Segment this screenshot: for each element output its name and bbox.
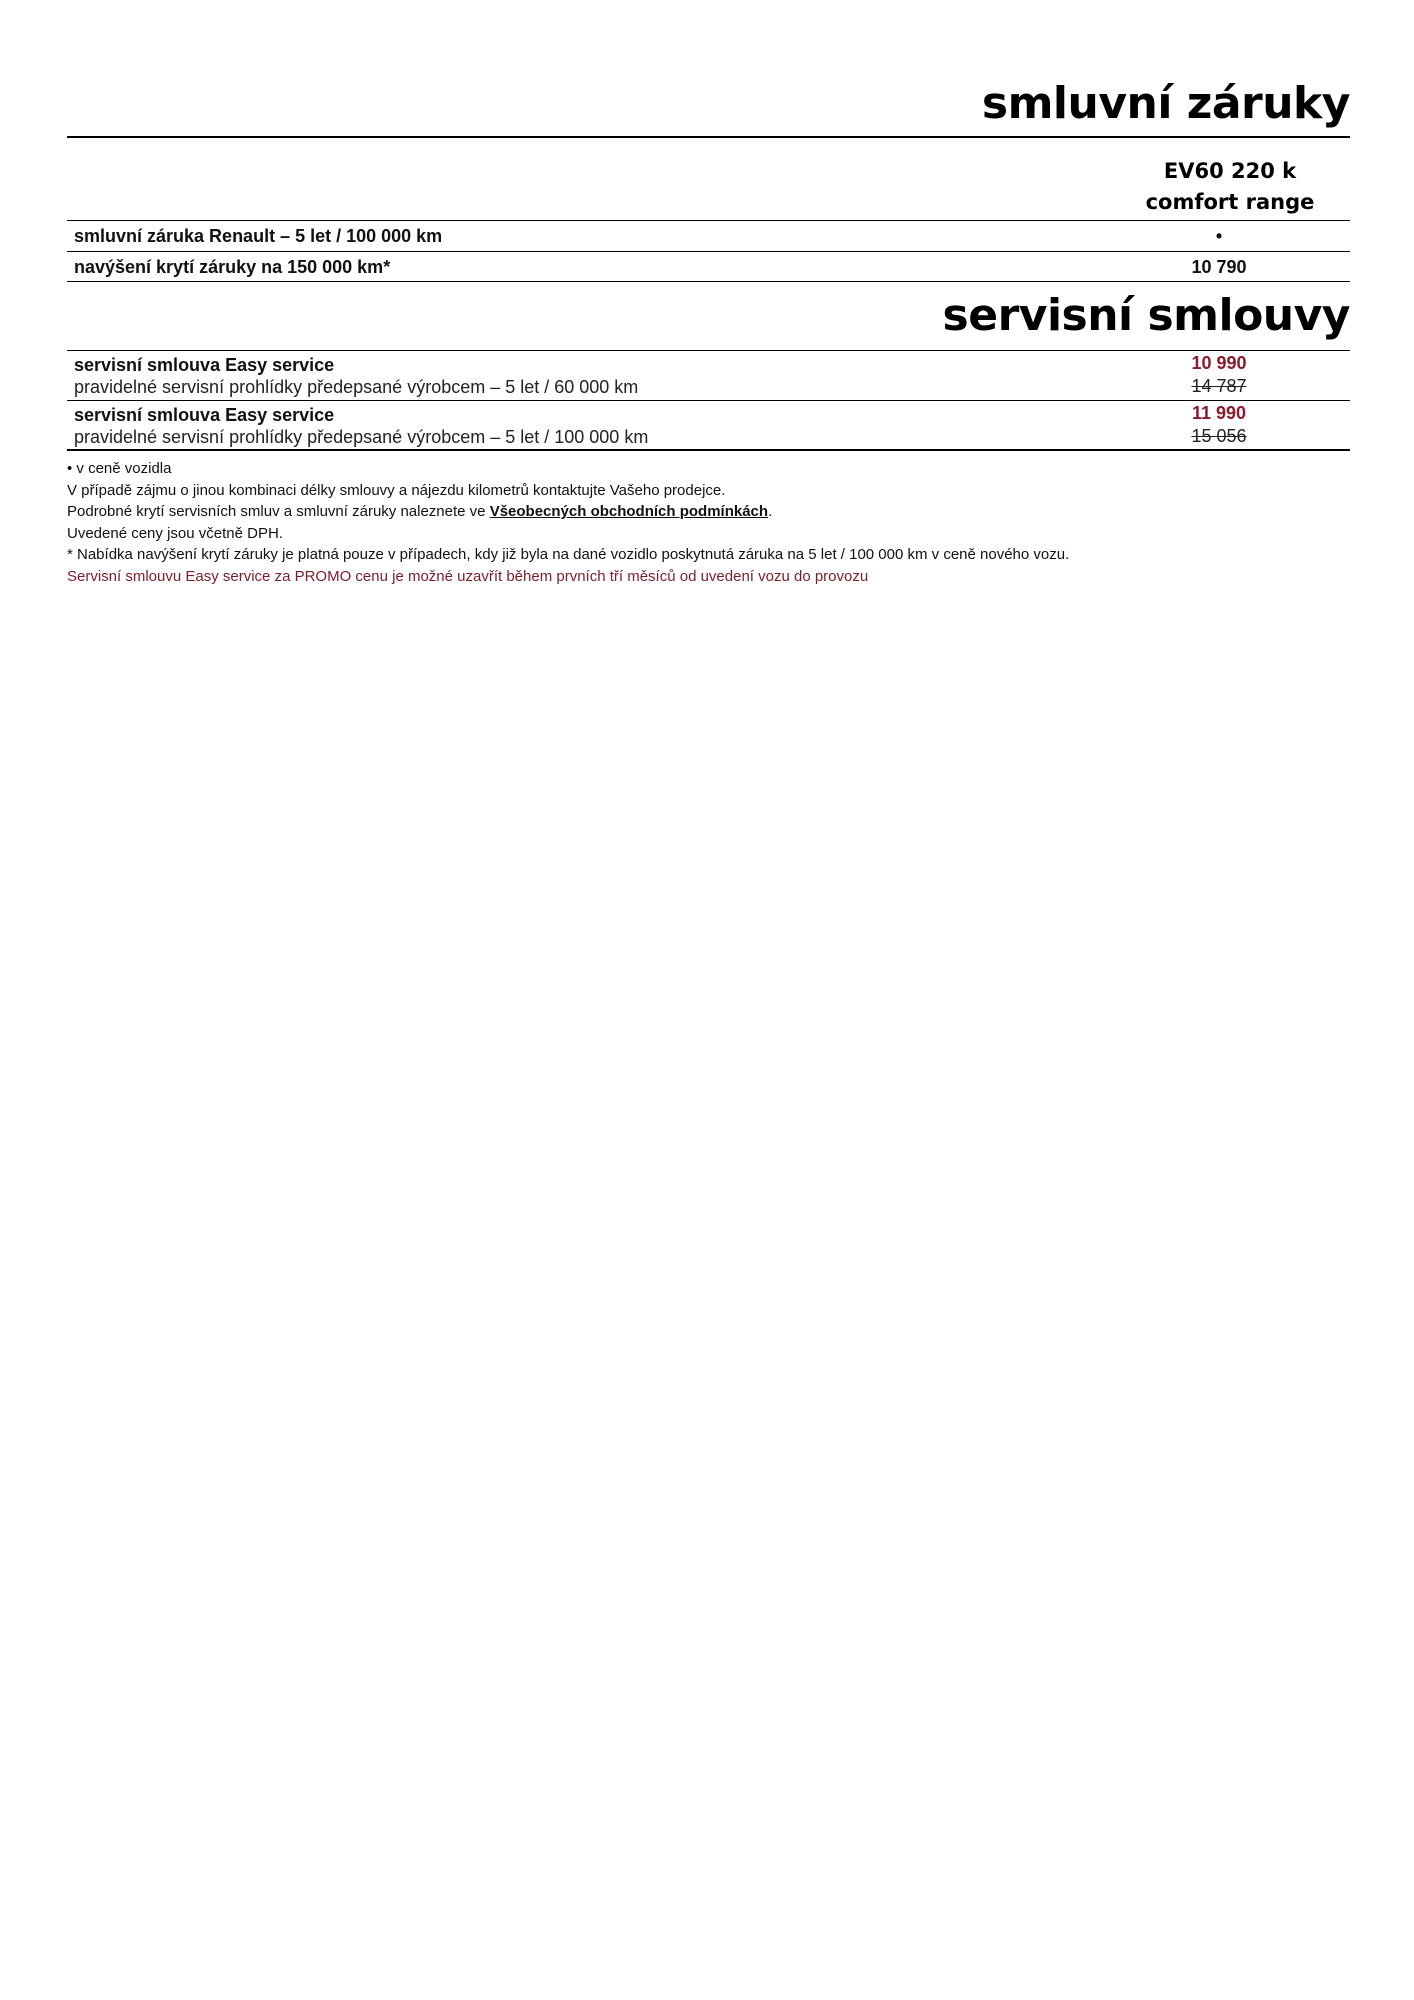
footnotes — [67, 458, 1069, 587]
asterisk-footnote: * Nabídka navýšení krytí záruky je platná pouze v případech, kdy již byla na dané vozidlo poskytnutá záruka na 5 let / 100 000 km v ceně nového vozu. — [67, 546, 1070, 563]
warranty-row — [67, 220, 1350, 251]
terms-link[interactable]: Všeobecných obchodních podmínkách — [489, 503, 769, 520]
warranty-row-label: smluvní záruka Renault – 5 let / 100 000 km — [74, 226, 443, 246]
heading-divider — [67, 136, 1350, 138]
service-heading: servisní smlouvy — [942, 290, 1350, 341]
warranty-heading: smluvní záruky — [981, 78, 1350, 129]
warranty-row-value: • — [1215, 226, 1223, 246]
promo-price: 10 990 — [1191, 353, 1247, 373]
service-row-description: pravidelné servisní prohlídky předepsané výrobcem – 5 let / 60 000 km — [74, 377, 639, 397]
model-name: EV60 220 k — [1163, 159, 1297, 183]
model-variant: comfort range — [1145, 190, 1315, 214]
promo-price: 11 990 — [1191, 403, 1247, 423]
service-row — [67, 350, 1350, 400]
vat-note: Uvedené ceny jsou včetně DPH. — [67, 524, 283, 542]
contact-note: V případě zájmu o jinou kombinaci délky smlouvy a nájezdu kilometrů kontaktujte Vašeho prodejce. — [67, 481, 726, 499]
original-price: 14 787 — [1191, 376, 1247, 396]
service-row-name: servisní smlouva Easy service — [74, 405, 335, 425]
promo-note: Servisní smlouvu Easy service za PROMO cenu je možné uzavřít během prvních tří měsíců od uvedení vozu do provozu — [67, 567, 869, 585]
legend-note: • v ceně vozidla — [67, 460, 172, 477]
model-column-header — [1130, 156, 1330, 218]
original-price: 15 056 — [1191, 426, 1247, 446]
table-bottom-divider — [67, 449, 1350, 451]
terms-note-prefix: Podrobné krytí servisních smluv a smluvní záruky naleznete ve — [67, 503, 490, 520]
warranty-row-value: 10 790 — [1191, 257, 1247, 277]
warranty-row — [67, 251, 1350, 281]
terms-note-suffix: . — [768, 503, 773, 520]
service-row-description: pravidelné servisní prohlídky předepsané výrobcem – 5 let / 100 000 km — [74, 427, 649, 447]
service-row — [67, 400, 1350, 449]
table-divider — [67, 281, 1350, 282]
terms-note — [67, 501, 1069, 523]
service-row-name: servisní smlouva Easy service — [74, 355, 335, 375]
warranty-row-label: navýšení krytí záruky na 150 000 km* — [74, 257, 391, 277]
